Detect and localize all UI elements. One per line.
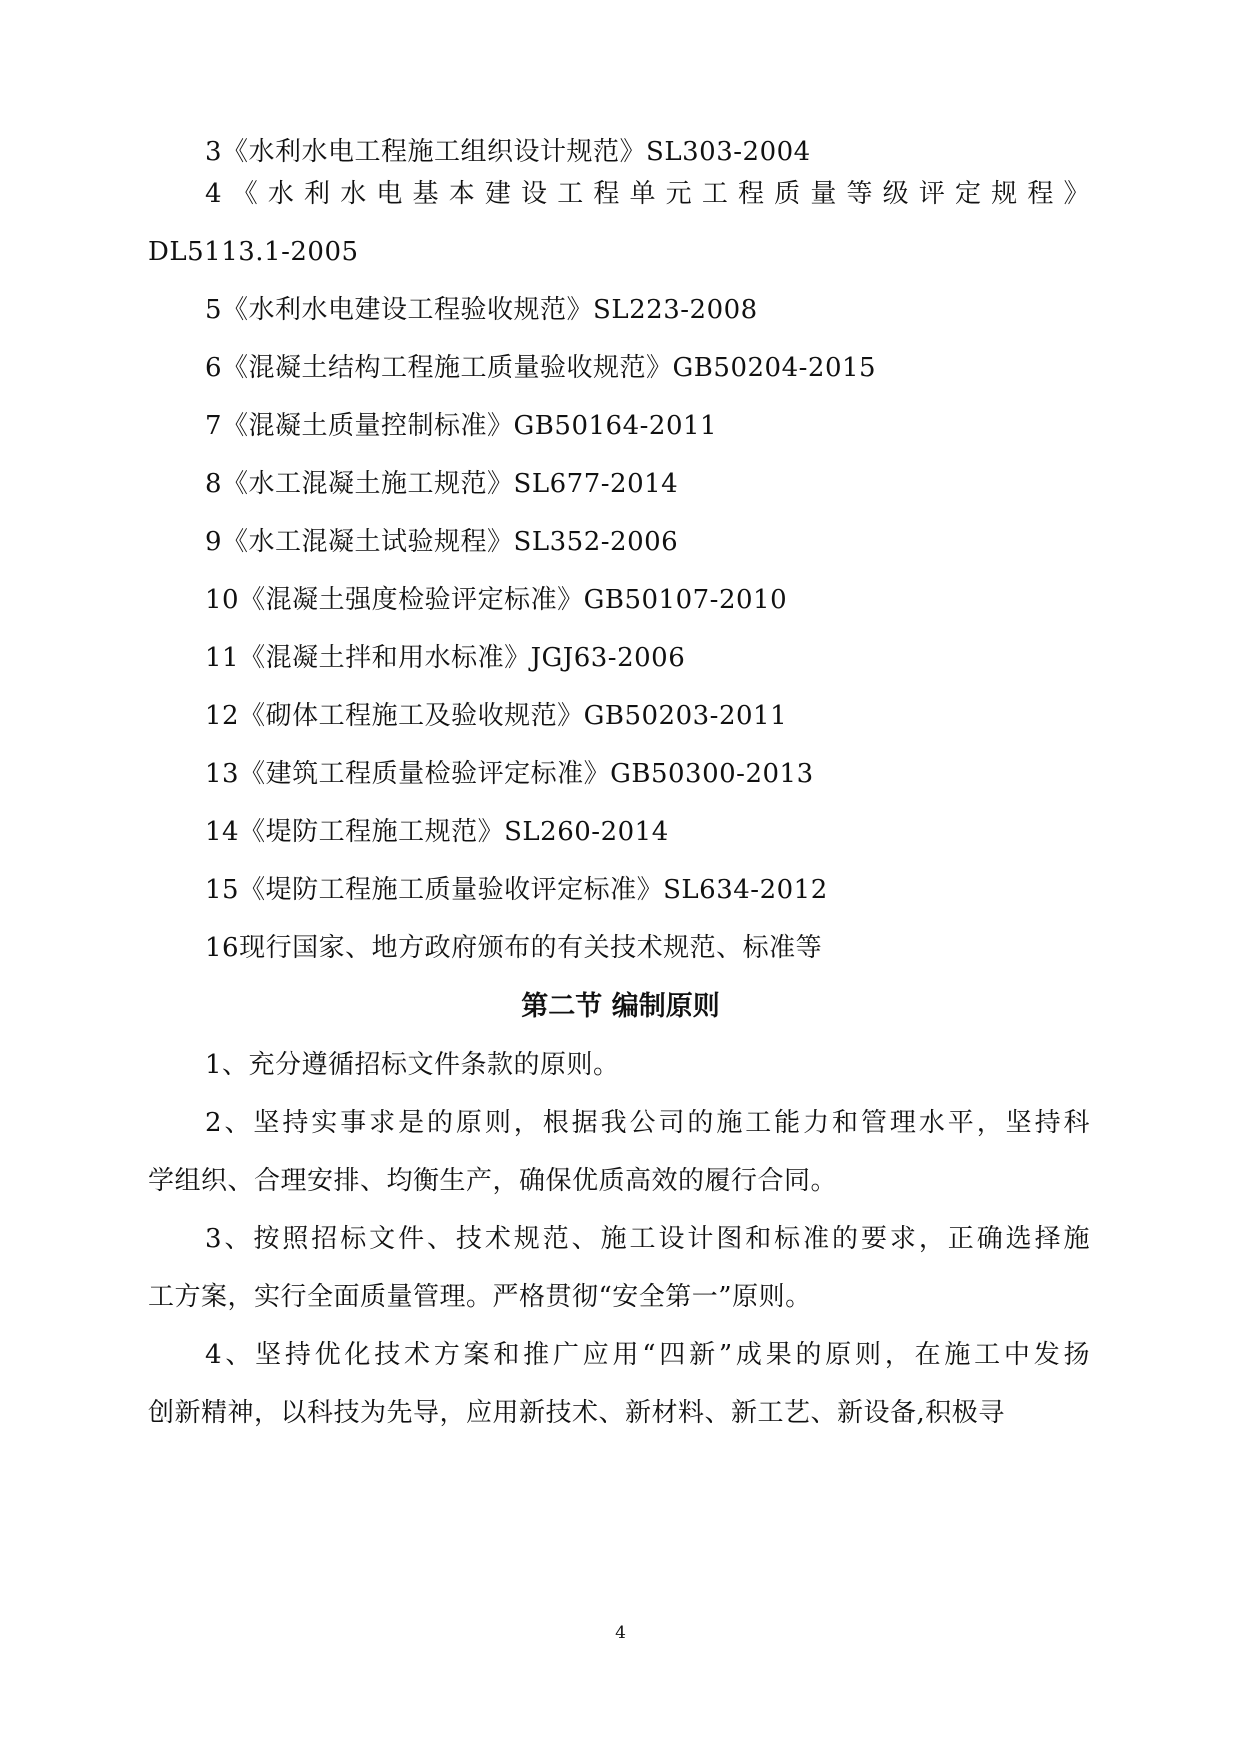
principle-2-line-1: 2、坚持实事求是的原则，根据我公司的施工能力和管理水平，坚持科	[205, 1108, 1090, 1138]
reference-item-14: 14《堤防工程施工规范》SL260-2014	[205, 817, 669, 847]
reference-item-7: 7《混凝土质量控制标准》GB50164-2011	[205, 411, 718, 441]
reference-item-13: 13《建筑工程质量检验评定标准》GB50300-2013	[205, 759, 814, 789]
reference-item-4: 4《水利水电基本建设工程单元工程质量等级评定规程》	[205, 179, 1090, 209]
principle-4-line-2: 创新精神，以科技为先导，应用新技术、新材料、新工艺、新设备,积极寻	[148, 1398, 1005, 1428]
principle-4-line-1: 4、坚持优化技术方案和推广应用“四新”成果的原则，在施工中发扬	[205, 1340, 1090, 1370]
reference-item-10: 10《混凝土强度检验评定标准》GB50107-2010	[205, 585, 788, 615]
reference-item-3: 3《水利水电工程施工组织设计规范》SL303-2004	[205, 137, 811, 167]
section-title: 第二节 编制原则	[521, 991, 720, 1022]
principle-3-line-1: 3、按照招标文件、技术规范、施工设计图和标准的要求，正确选择施	[205, 1224, 1090, 1254]
reference-item-5: 5《水利水电建设工程验收规范》SL223-2008	[205, 295, 758, 325]
reference-item-11: 11《混凝土拌和用水标准》JGJ63-2006	[205, 643, 686, 673]
page-number: 4	[615, 1623, 626, 1643]
principle-1: 1、充分遵循招标文件条款的原则。	[205, 1050, 620, 1080]
principle-2-line-2: 学组织、合理安排、均衡生产，确保优质高效的履行合同。	[148, 1166, 838, 1196]
reference-item-8: 8《水工混凝土施工规范》SL677-2014	[205, 469, 679, 499]
reference-item-6: 6《混凝土结构工程施工质量验收规范》GB50204-2015	[205, 353, 877, 383]
reference-item-12: 12《砌体工程施工及验收规范》GB50203-2011	[205, 701, 788, 731]
reference-item-9: 9《水工混凝土试验规程》SL352-2006	[205, 527, 679, 557]
reference-item-16: 16现行国家、地方政府颁布的有关技术规范、标准等	[205, 933, 823, 963]
reference-item-4-code: DL5113.1-2005	[148, 237, 359, 267]
reference-item-15: 15《堤防工程施工质量验收评定标准》SL634-2012	[205, 875, 828, 905]
principle-3-line-2: 工方案，实行全面质量管理。严格贯彻“安全第一”原则。	[148, 1282, 812, 1312]
